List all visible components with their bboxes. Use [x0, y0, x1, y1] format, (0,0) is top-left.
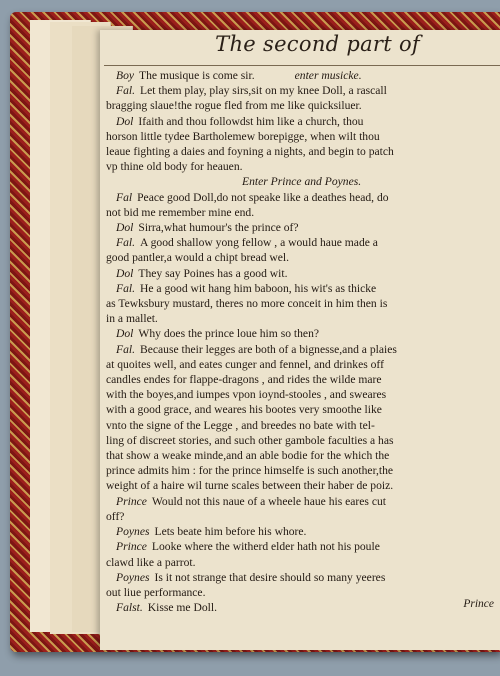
text-line	[106, 418, 494, 433]
speaker: Fal.	[116, 281, 135, 295]
line-text: Lets beate him before his whore.	[154, 525, 307, 539]
line-text: out liue performance.	[106, 585, 206, 599]
speaker: Dol	[116, 114, 134, 128]
line-text: Ifaith and thou followdst him like a church, thou	[138, 114, 364, 128]
text-line	[106, 387, 494, 402]
speaker: Prince	[116, 540, 147, 554]
line-text: The musique is come sir.	[139, 69, 255, 82]
speaker: Poynes	[116, 570, 150, 584]
text-line	[106, 448, 494, 463]
text-line	[106, 433, 494, 448]
line-text: Would not this naue of a wheele haue his eares cut	[151, 494, 386, 508]
speaker: Prince	[116, 494, 147, 508]
text-line	[106, 524, 494, 539]
text-line	[106, 372, 494, 387]
text-line	[106, 68, 494, 83]
text-line	[106, 114, 494, 129]
text-line	[106, 342, 494, 357]
line-text: Because their legges are both of a bignesse,and a plaies	[140, 342, 397, 356]
speaker: Fal.	[116, 236, 135, 250]
text-line	[106, 494, 494, 509]
text-line	[106, 402, 494, 417]
text-line	[106, 326, 494, 341]
line-text: that show a weake minde,and an able bodie for the which the	[106, 449, 390, 463]
text-line	[106, 296, 494, 311]
text-line	[106, 478, 494, 493]
line-text: off?	[106, 509, 125, 523]
line-text: Peace good Doll,do not speake like a deathes head, do	[137, 190, 389, 204]
line-text: Sirra,what humour's the prince of?	[138, 221, 299, 235]
line-text: not bid me remember mine end.	[106, 205, 255, 219]
text-line	[106, 311, 494, 326]
line-text: vnto the signe of the Legge , and breedes no bate with tel-	[106, 418, 375, 432]
text-line	[106, 220, 494, 235]
catchword: Prince	[463, 598, 494, 610]
text-line	[106, 585, 494, 600]
text-line	[106, 266, 494, 281]
book-page	[100, 30, 500, 650]
line-text: A good shallow yong fellow , a would haue made a	[140, 236, 378, 250]
stage-direction	[106, 174, 494, 189]
speaker: Fal.	[116, 342, 135, 356]
page-text	[106, 68, 494, 615]
line-text: Kisse me Doll.	[147, 601, 217, 615]
text-line	[106, 205, 494, 220]
line-text: weight of a haire wil turne scales between their haber de poiz.	[106, 479, 394, 493]
header-rule	[104, 65, 500, 66]
text-line	[106, 83, 494, 98]
line-text: horson little tydee Bartholemew borepigge, when wilt thou	[106, 129, 380, 143]
text-line	[106, 250, 494, 265]
speaker: Poynes	[116, 525, 150, 539]
text-line	[106, 509, 494, 524]
text-line	[106, 539, 494, 554]
line-text: leaue fighting a daies and foyning a nights, and begin to patch	[106, 145, 394, 159]
line-text: ling of discreet stories, and such other gambole faculties a has	[106, 433, 394, 447]
line-text: good pantler,a would a chipt bread wel.	[106, 251, 290, 265]
line-text: in a mallet.	[106, 312, 158, 326]
text-line	[106, 98, 494, 113]
text-line	[106, 463, 494, 478]
line-text: candles endes for flappe-dragons , and rides the wilde mare	[106, 373, 382, 387]
speaker: Dol	[116, 327, 134, 341]
line-text: as Tewksbury mustard, theres no more conceit in him then is	[106, 297, 388, 311]
line-text: Enter Prince and Poynes.	[242, 175, 362, 189]
speaker: Boy	[116, 69, 135, 82]
text-line	[106, 570, 494, 585]
running-title: The second part of	[215, 32, 420, 56]
stage-aside: enter musicke.	[294, 69, 362, 82]
speaker: Falst.	[116, 601, 143, 615]
text-line	[106, 144, 494, 159]
line-text: Why does the prince loue him so then?	[138, 327, 320, 341]
text-line	[106, 555, 494, 570]
line-text: He a good wit hang him baboon, his wit's as thicke	[140, 281, 377, 295]
speaker: Dol	[116, 221, 134, 235]
line-text: bragging slaue!the rogue fled from me like quicksiluer.	[106, 99, 362, 113]
text-line	[106, 600, 494, 615]
line-text: at quoites well, and eates cunger and fennel, and drinkes off	[106, 357, 384, 371]
speaker: Dol	[116, 266, 134, 280]
line-text: with the boyes,and iumpes vpon ioynd-stooles , and sweares	[106, 388, 387, 402]
text-line	[106, 159, 494, 174]
line-text: Is it not strange that desire should so many yeeres	[154, 570, 386, 584]
line-text: vp thine old body for heauen.	[106, 160, 243, 174]
line-text: prince admits him : for the prince himselfe is such another,the	[106, 464, 394, 478]
text-line	[106, 190, 494, 205]
speaker: Fal	[116, 190, 133, 204]
text-line	[106, 129, 494, 144]
line-text: They say Poines has a good wit.	[138, 266, 288, 280]
line-text: clawd like a parrot.	[106, 555, 196, 569]
line-text: Looke where the witherd elder hath not his poule	[151, 540, 380, 554]
text-line	[106, 357, 494, 372]
line-text: with a good grace, and weares his bootes very smoothe like	[106, 403, 382, 417]
text-line	[106, 235, 494, 250]
line-text: Let them play, play sirs,sit on my knee Doll, a rascall	[140, 84, 387, 98]
speaker: Fal.	[116, 84, 135, 98]
text-line	[106, 281, 494, 296]
